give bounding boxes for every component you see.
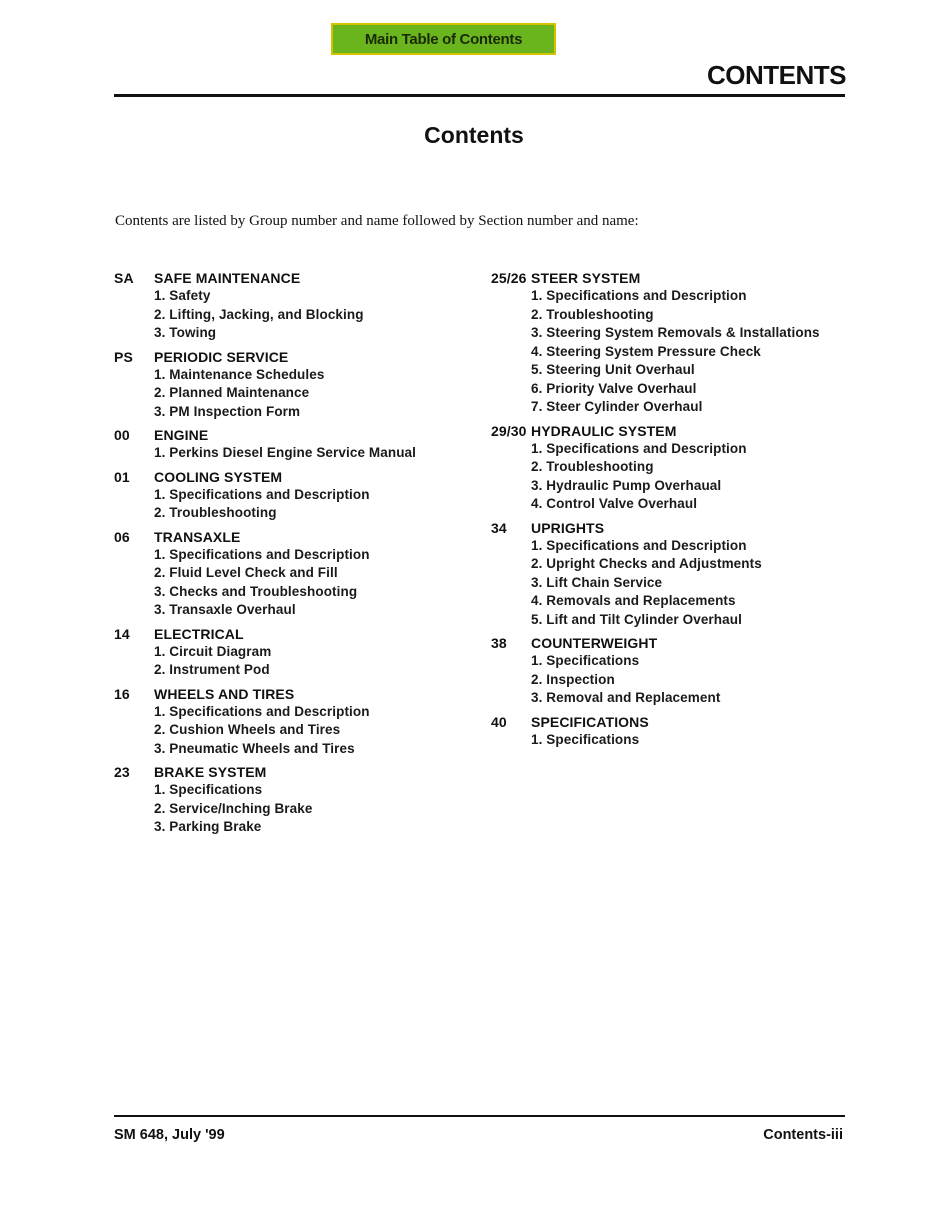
group-name: PERIODIC SERVICE <box>154 348 289 365</box>
toc-section-link[interactable]: 3. Removal and Replacement <box>531 690 721 705</box>
toc-section-link[interactable]: 2. Cushion Wheels and Tires <box>154 722 341 737</box>
toc-group-heading[interactable] <box>491 520 820 537</box>
toc-section-link[interactable]: 1. Maintenance Schedules <box>154 366 325 382</box>
header-title: CONTENTS <box>707 60 846 90</box>
toc-group-heading[interactable] <box>114 469 416 486</box>
toc-group-heading[interactable] <box>114 349 416 366</box>
toc-group <box>114 349 416 422</box>
toc-section-link[interactable]: 1. Specifications and Description <box>154 486 370 502</box>
group-name: UPRIGHTS <box>531 519 605 536</box>
toc-group <box>491 714 820 750</box>
toc-group <box>491 423 820 514</box>
toc-group <box>114 764 416 837</box>
group-number: 06 <box>114 528 130 545</box>
left-column <box>114 270 416 843</box>
toc-section-link[interactable]: 1. Specifications and Description <box>531 537 747 553</box>
toc-section-link[interactable]: 2. Troubleshooting <box>531 459 654 474</box>
right-column <box>491 270 820 755</box>
page-title: Contents <box>424 122 524 148</box>
toc-section-link[interactable]: 2. Service/Inching Brake <box>154 800 313 816</box>
group-name: TRANSAXLE <box>154 528 241 545</box>
toc-group-heading[interactable] <box>114 529 416 546</box>
group-number: 38 <box>491 635 507 651</box>
toc-group <box>114 686 416 759</box>
section-list <box>114 287 416 343</box>
section-list <box>491 440 820 514</box>
footer-manual-id: SM 648, July '99 <box>114 1127 225 1143</box>
group-name: HYDRAULIC SYSTEM <box>531 422 677 439</box>
toc-section-link[interactable]: 3. Parking Brake <box>154 819 262 834</box>
toc-section-link[interactable]: 1. Specifications <box>531 731 640 747</box>
toc-section-link[interactable]: 3. PM Inspection Form <box>154 403 301 419</box>
toc-group <box>491 520 820 630</box>
group-name: WHEELS AND TIRES <box>154 685 295 702</box>
footer-page-number: Contents-iii <box>763 1127 843 1143</box>
header-divider <box>114 94 845 97</box>
toc-section-link[interactable]: 1. Circuit Diagram <box>154 643 272 659</box>
toc-section-link[interactable]: 3. Transaxle Overhaul <box>154 602 296 617</box>
section-list <box>114 643 416 680</box>
section-list <box>114 486 416 523</box>
footer-divider <box>114 1115 845 1117</box>
group-name: SPECIFICATIONS <box>531 713 649 730</box>
section-list <box>114 366 416 422</box>
group-number: 34 <box>491 519 507 536</box>
group-number: 40 <box>491 713 507 730</box>
toc-section-link[interactable]: 1. Specifications and Description <box>531 288 747 303</box>
toc-section-link[interactable]: 3. Pneumatic Wheels and Tires <box>154 740 355 756</box>
section-list <box>114 703 416 759</box>
toc-group <box>491 270 820 417</box>
group-number: 29/30 <box>491 422 527 439</box>
toc-group-heading[interactable] <box>114 270 416 287</box>
section-list <box>491 731 820 750</box>
toc-section-link[interactable]: 1. Perkins Diesel Engine Service Manual <box>154 445 417 460</box>
toc-section-link[interactable]: 1. Specifications <box>154 782 263 797</box>
toc-section-link[interactable]: 1. Safety <box>154 288 211 303</box>
main-table-of-contents-button[interactable]: Main Table of Contents <box>331 23 556 55</box>
toc-section-link[interactable]: 4. Control Valve Overhaul <box>531 496 698 511</box>
section-list <box>491 287 820 417</box>
toc-section-link[interactable]: 1. Specifications and Description <box>531 440 747 456</box>
section-list <box>114 546 416 620</box>
toc-group-heading[interactable] <box>491 635 820 652</box>
group-number: 01 <box>114 468 130 485</box>
toc-group-heading[interactable] <box>491 714 820 731</box>
group-number: SA <box>114 270 134 286</box>
toc-section-link[interactable]: 3. Steering System Removals & Installations <box>531 325 820 340</box>
toc-group-heading[interactable] <box>491 423 820 440</box>
toc-section-link[interactable]: 2. Lifting, Jacking, and Blocking <box>154 306 364 322</box>
section-list <box>491 537 820 630</box>
section-list <box>114 781 416 837</box>
toc-section-link[interactable]: 3. Towing <box>154 325 217 340</box>
group-name: COUNTERWEIGHT <box>531 635 658 651</box>
toc-section-link[interactable]: 5. Steering Unit Overhaul <box>531 362 695 377</box>
section-list <box>491 652 820 708</box>
toc-group <box>114 469 416 523</box>
toc-section-link[interactable]: 7. Steer Cylinder Overhaul <box>531 399 703 414</box>
toc-section-link[interactable]: 1. Specifications and Description <box>154 703 370 719</box>
group-number: 16 <box>114 685 130 702</box>
toc-section-link[interactable]: 2. Troubleshooting <box>531 306 654 322</box>
toc-group-heading[interactable] <box>114 626 416 643</box>
toc-group-heading[interactable] <box>114 686 416 703</box>
toc-section-link[interactable]: 3. Hydraulic Pump Overhaual <box>531 477 722 493</box>
toc-group <box>114 427 416 463</box>
toc-section-link[interactable]: 3. Lift Chain Service <box>531 574 663 590</box>
toc-section-link[interactable]: 2. Instrument Pod <box>154 662 270 677</box>
group-name: SAFE MAINTENANCE <box>154 270 301 286</box>
toc-section-link[interactable]: 2. Inspection <box>531 671 615 687</box>
toc-group-heading[interactable] <box>114 764 416 781</box>
toc-group <box>114 270 416 343</box>
toc-section-link[interactable]: 1. Specifications <box>531 653 640 668</box>
group-number: 14 <box>114 625 130 642</box>
group-number: 23 <box>114 764 130 780</box>
group-name: COOLING SYSTEM <box>154 468 283 485</box>
group-name: BRAKE SYSTEM <box>154 764 267 780</box>
toc-group-heading[interactable] <box>491 270 820 287</box>
toc-group <box>114 529 416 620</box>
toc-section-link[interactable]: 3. Checks and Troubleshooting <box>154 583 358 599</box>
toc-section-link[interactable]: 2. Planned Maintenance <box>154 385 310 400</box>
toc-group-heading[interactable] <box>114 427 416 444</box>
toc-group <box>114 626 416 680</box>
toc-section-link[interactable]: 2. Troubleshooting <box>154 505 277 520</box>
group-name: STEER SYSTEM <box>531 270 641 286</box>
group-number: 25/26 <box>491 270 527 286</box>
group-name: ENGINE <box>154 427 209 443</box>
section-list <box>114 444 416 463</box>
toc-section-link[interactable]: 5. Lift and Tilt Cylinder Overhaul <box>531 611 742 627</box>
toc-section-link[interactable]: 2. Fluid Level Check and Fill <box>154 565 338 580</box>
group-name: ELECTRICAL <box>154 625 244 642</box>
toc-section-link[interactable]: 6. Priority Valve Overhaul <box>531 380 697 396</box>
toc-section-link[interactable]: 4. Removals and Replacements <box>531 593 736 608</box>
toc-section-link[interactable]: 4. Steering System Pressure Check <box>531 343 761 359</box>
toc-section-link[interactable]: 1. Specifications and Description <box>154 546 370 562</box>
group-number: PS <box>114 348 133 365</box>
intro-text: Contents are listed by Group number and name followed by Section number and name: <box>115 213 639 229</box>
group-number: 00 <box>114 427 130 443</box>
toc-section-link[interactable]: 2. Upright Checks and Adjustments <box>531 556 762 571</box>
toc-group <box>491 635 820 708</box>
